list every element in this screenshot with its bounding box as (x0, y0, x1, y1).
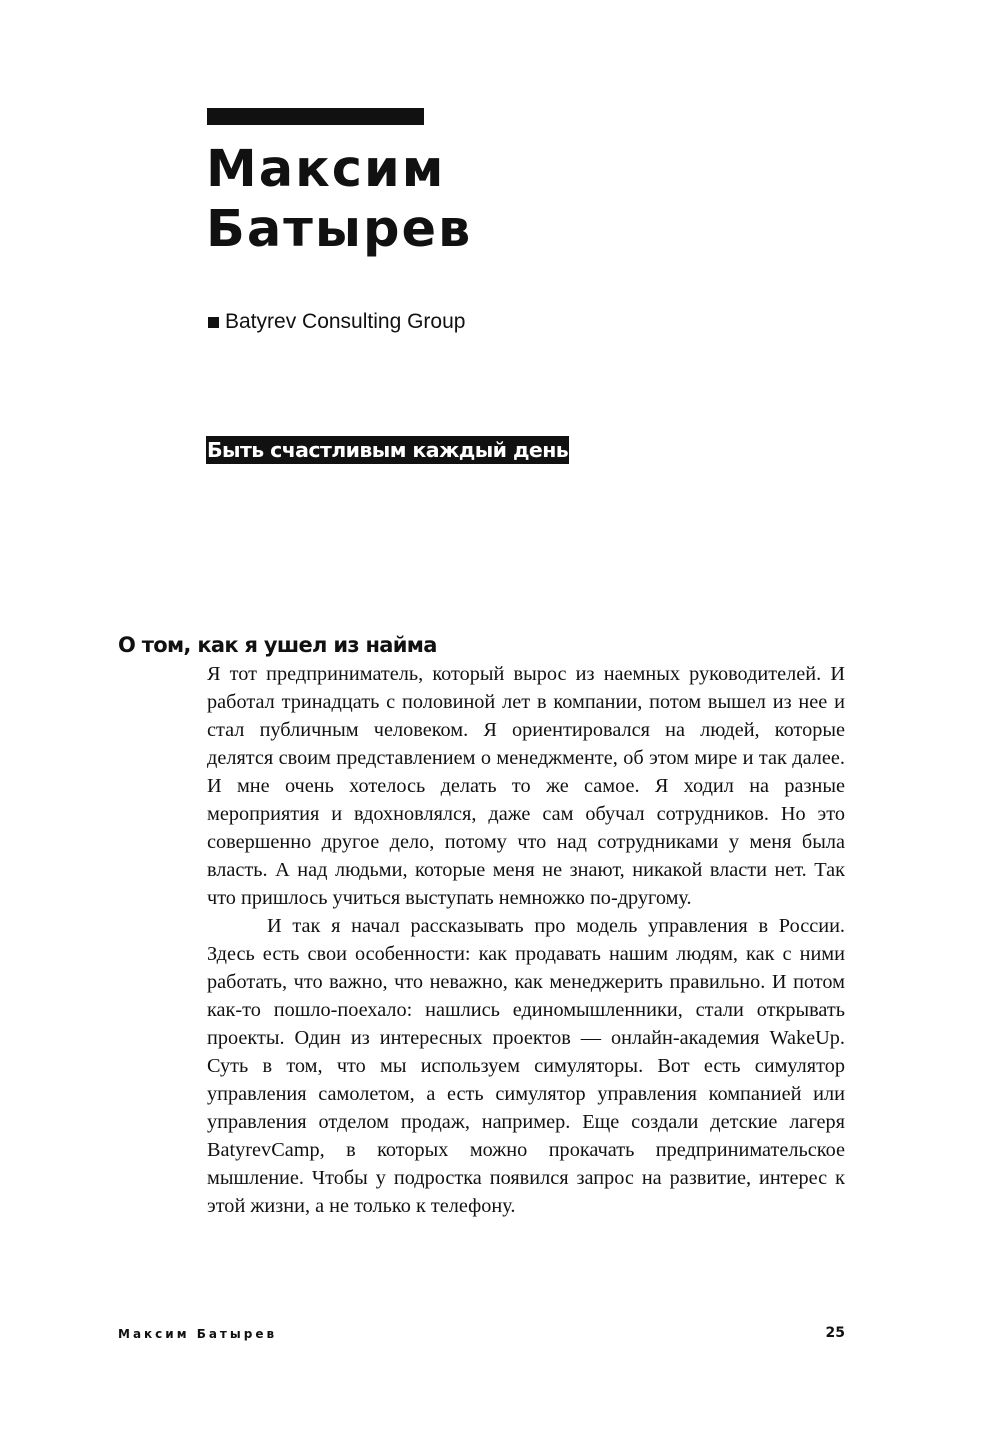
paragraph: И так я начал рассказывать про модель управления в России. Здесь есть свои особенности: как продавать нашим людям, как с ними работать, что важно, что неважно, как менеджерить правильно. И потом как-то пошло-поехало: нашлись единомышленники, стали открывать проекты. Один из интересных проектов — онлайн-академия WakeUp. Суть в том, что мы используем симуляторы. Вот есть симулятор управления самолетом, а есть симулятор управления компанией или управления отделом продаж, например. Еще создали детские лагеря BatyrevCamp, в которых можно прокачать предпринимательское мышление. Чтобы у подростка появился запрос на развитие, интерес к этой жизни, а не только к телефону. (207, 915, 845, 1217)
company-name: Batyrev Consulting Group (225, 310, 466, 333)
running-footer-author: Максим Батырев (118, 1327, 278, 1341)
decorative-top-bar (207, 108, 424, 125)
body-text (207, 660, 845, 1220)
author-last-name: Батырев (206, 200, 473, 259)
talk-title: Быть счастливым каждый день (207, 438, 569, 462)
section-heading: О том, как я ушел из найма (118, 633, 437, 657)
company-line (208, 309, 465, 335)
page-number: 25 (825, 1325, 845, 1341)
author-name (206, 140, 472, 260)
author-first-name: Максим (206, 140, 446, 199)
square-bullet-icon (208, 317, 219, 328)
paragraph: Я тот предприниматель, который вырос из наемных руководителей. И работал тринадцать с половиной лет в компании, потом вышел из нее и стал публичным человеком. Я ориентировался на людей, которые делятся своим представлением о менеджменте, об этом мире и так далее. И мне очень хотелось делать то же самое. Я ходил на разные мероприятия и вдохновлялся, даже сам обучал сотрудников. Но это совершенно другое дело, потому что над сотрудниками у меня была власть. А над людьми, которые меня не знают, никакой власти нет. Так что пришлось учиться выступать немножко по-другому. (207, 663, 845, 909)
